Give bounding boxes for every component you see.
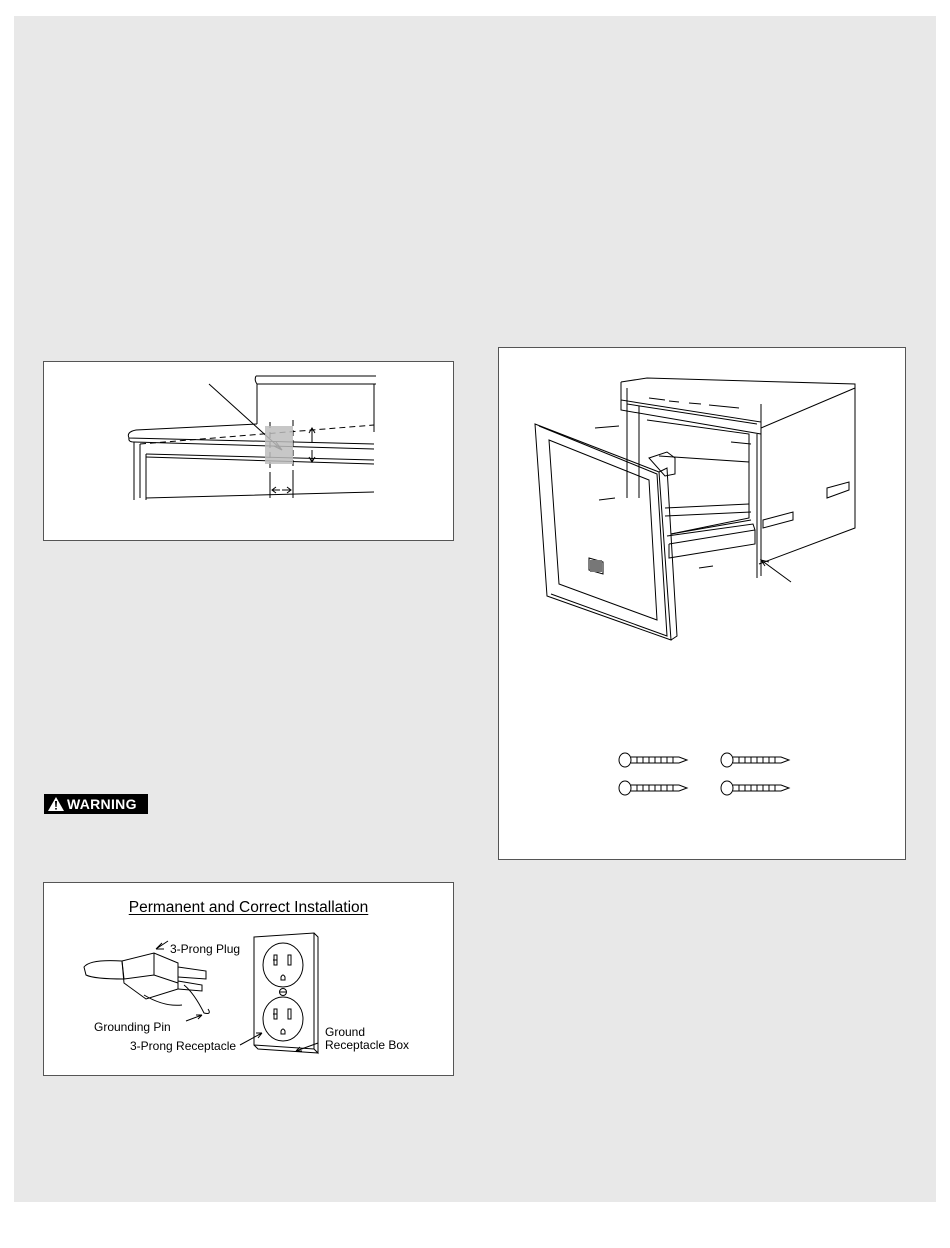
drawer-installation-figure	[498, 347, 906, 860]
outlet-zone-shading	[265, 426, 293, 464]
warning-label: WARNING	[67, 796, 137, 812]
plug-label: 3-Prong Plug	[170, 942, 241, 956]
figure-title: Permanent and Correct Installation	[128, 899, 369, 916]
drawer-illustration	[499, 348, 907, 861]
outlet-location-figure	[43, 361, 454, 541]
drawer-badge-shading	[590, 560, 602, 572]
countertop-illustration	[44, 362, 455, 542]
receptacle-label: 3-Prong Receptacle	[130, 1039, 237, 1053]
receptacle-box-label-line1: Ground	[325, 1025, 366, 1039]
grounding-pin-label: Grounding Pin	[94, 1020, 171, 1034]
screw-set	[619, 753, 789, 795]
receptacle-box-label-line2: Receptacle Box	[325, 1038, 410, 1052]
warning-badge	[44, 794, 148, 814]
warning-triangle-icon	[47, 796, 65, 812]
grounding-installation-figure	[43, 882, 454, 1076]
